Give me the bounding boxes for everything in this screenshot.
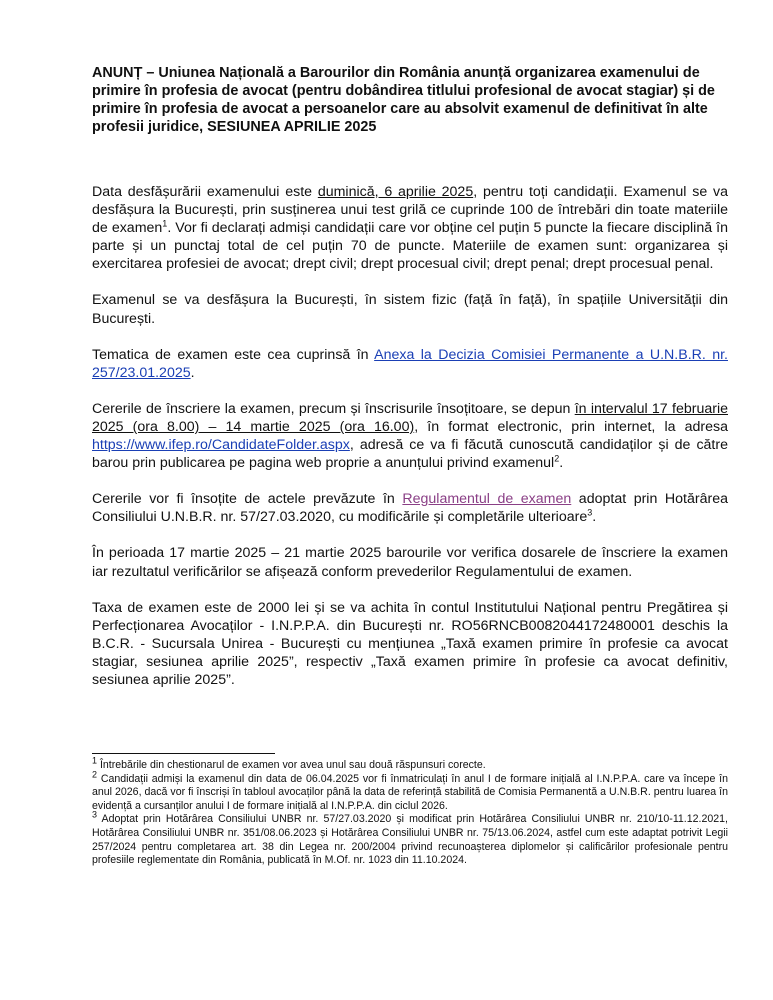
paragraph-topics: [92, 346, 728, 382]
footnote-ref-2[interactable]: 2: [554, 453, 560, 464]
announcement-title: ANUNȚ – Uniunea Națională a Barourilor din România anunță organizarea examenului de primire în profesia de avocat (pentru dobândirea titlului profesional de avocat stagiar) și de primire în profesia de avocat a persoanelor care au absolvit examenul de definitivat în alte profesii juridice, SESIUNEA APRILIE 2025: [92, 65, 715, 135]
paragraph-verification: În perioada 17 martie 2025 – 21 martie 2025 barourile vor verifica dosarele de înscriere la examen iar rezultatul verificărilor se afișează conform prevederilor Regulamentului de examen.: [92, 545, 728, 580]
footnote-ref-1[interactable]: 1: [162, 218, 168, 229]
text: adoptat prin Hotărârea Consiliului U.N.B.R. nr. 57/27.03.2020, cu modificările și completările ulterioare: [92, 491, 728, 526]
paragraph-registration: [92, 400, 728, 472]
text: , pentru toți candidații. Examenul se va desfășura la București, prin susținerea unui test grilă ce cuprinde 100 de întrebări din toate materiile de examen: [92, 184, 728, 237]
footnote-2: [92, 769, 728, 814]
spacer: [92, 581, 728, 599]
text: . Vor fi declarați admiși candidații care vor obține cel puțin 5 puncte la fiecare disciplină în parte și un punctaj total de cel puțin 70 de puncte. Materiile de examen sunt: organizarea și exercitarea profesiei de avocat; drept civil; drept procesual civil; drept penal; drept procesual penal.: [92, 220, 728, 273]
spacer: [92, 472, 728, 490]
spacer: [92, 328, 728, 346]
text: Cererile vor fi însoțite de actele prevăzute în: [92, 491, 403, 508]
footnotes: [92, 755, 728, 868]
footnote-ref-3[interactable]: 3: [587, 507, 593, 518]
exam-regulation-link[interactable]: Regulamentul de examen: [402, 491, 572, 508]
footnote-1: [92, 755, 728, 773]
text: .: [559, 455, 564, 472]
text: , în format electronic, prin internet, la adresa: [414, 418, 728, 435]
footnote-mark: 3: [92, 809, 98, 820]
text: .: [592, 509, 597, 526]
paragraph-exam-date: [92, 183, 728, 273]
paragraph-location: Examenul se va desfășura la București, în sistem fizic (față în față), în spațiile Universității din București.: [92, 292, 728, 327]
candidate-folder-link[interactable]: https://www.ifep.ro/CandidateFolder.aspx: [92, 437, 350, 454]
text: Cererile de înscriere la examen, precum și înscrisurile însoțitoare, se depun: [92, 400, 575, 417]
paragraph-fee: Taxa de examen este de 2000 lei și se va achita în contul Institutului Național pentru Pregătirea și Perfecționarea Avocaților - I.N.P.P.A. din București nr. RO56RNCB0082044172480001 deschis la B.C.R. - Sucursala Unirea - București cu mențiunea „Taxă examen primire în profesie ca avocat stagiar, sesiunea aprilie 2025”, respectiv „Taxă examen primire în profesie ca avocat definitiv, sesiunea aprilie 2025”.: [92, 599, 728, 688]
text: Data desfășurării examenului este: [92, 184, 318, 200]
footnote-text: Adoptat prin Hotărârea Consiliului UNBR nr. 57/27.03.2020 și modificat prin Hotărârea Consiliului UNBR nr. 210/10-11.12.2021, Hotărârea Consiliului UNBR nr. 351/08.06.2023 și Hotărârea Consiliului UNBR nr. 75/13.06.2024, astfel cum este adaptat potrivit Legii 257/2024 pentru completarea art. 38 din Legea nr. 200/2004 privind recunoașterea diplomelor și calificărilor profesionale pentru profesiile reglementate din România, publicată în M.Of. nr. 1023 din 11.10.2024.: [92, 813, 728, 867]
footnote-text: Întrebările din chestionarul de examen vor avea unul sau două răspunsuri corecte.: [97, 759, 486, 771]
annex-decision-link[interactable]: Anexa la Decizia Comisiei Permanente a U.N.B.R. nr. 257/23.01.2025: [92, 346, 728, 381]
footnote-mark: 1: [92, 755, 98, 766]
spacer: [92, 273, 728, 291]
paragraph-documents: [92, 490, 728, 526]
footnote-3: [92, 809, 728, 867]
exam-date: duminică, 6 aprilie 2025: [317, 184, 474, 200]
spacer: [92, 382, 728, 400]
registration-interval: în intervalul 17 februarie 2025 (ora 8.00) – 14 martie 2025 (ora 16.00): [92, 400, 728, 435]
document-page: [92, 64, 728, 689]
spacer: [92, 136, 728, 183]
footnote-mark: 2: [92, 769, 98, 780]
spacer: [92, 526, 728, 544]
text: , adresă ce va fi făcută cunoscută candidaților și de către barou prin publicarea pe pagina web proprie a anunțului privind examenul: [92, 437, 728, 472]
footnote-text: Candidații admiși la examenul din data de 06.04.2025 vor fi înmatriculați în anul I de formare inițială al I.N.P.P.A. care va începe în anul 2026, dacă vor fi înscriși în tabloul avocaților până la data de referință stabilită de Comisia Permanentă a U.N.B.R. pentru luarea în evidență a cursanților anului I de formare inițială al I.N.P.P.A. din ciclul 2026.: [92, 772, 728, 812]
text: .: [190, 364, 195, 381]
footnote-separator: [92, 753, 275, 754]
text: Tematica de examen este cea cuprinsă în: [92, 346, 375, 363]
